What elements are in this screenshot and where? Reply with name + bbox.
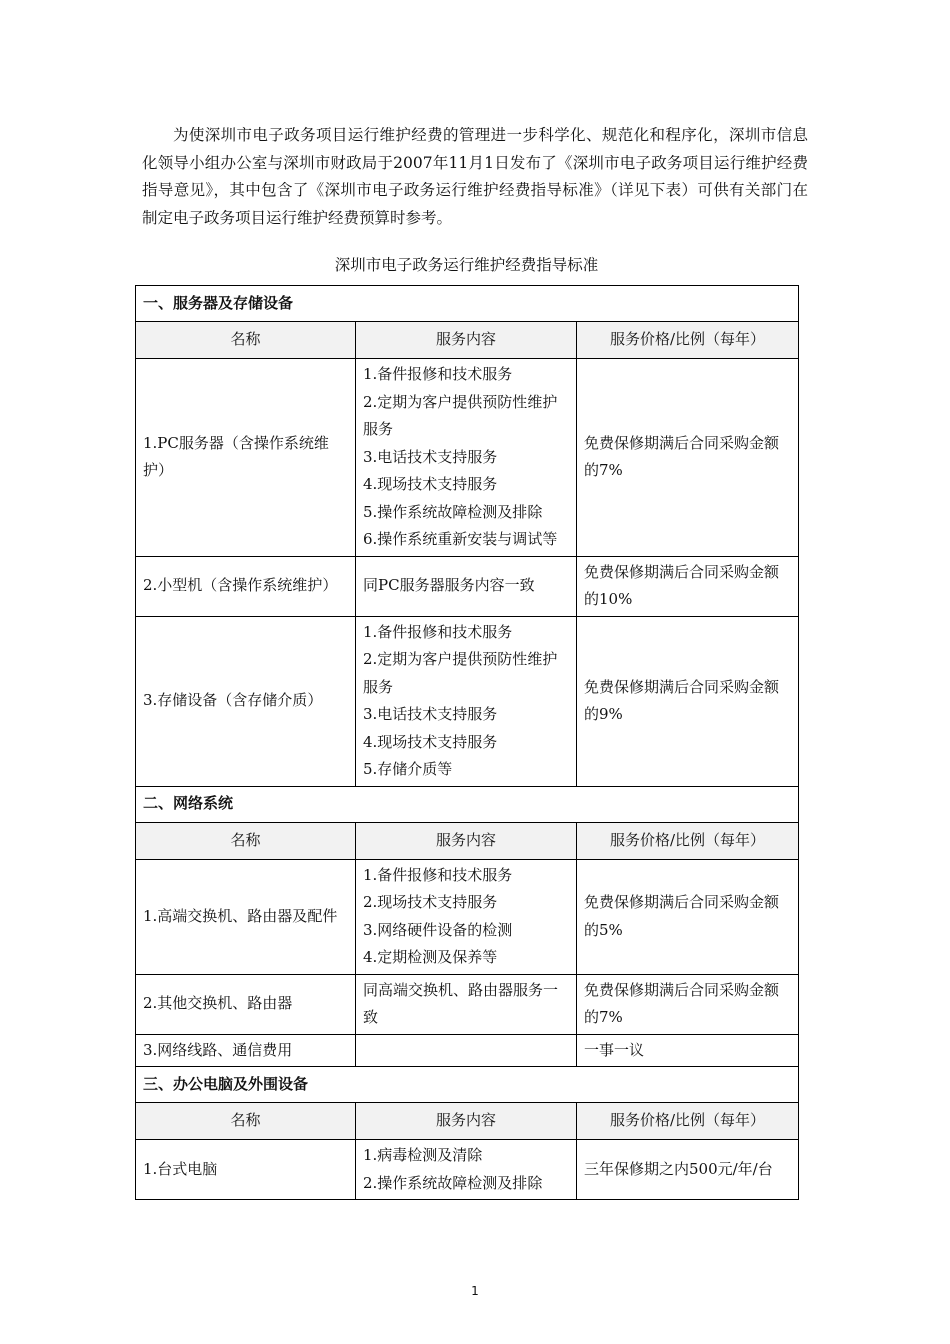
service-line: 4.现场技术支持服务 — [363, 732, 498, 751]
service-price: 免费保修期满后合同采购金额的5% — [577, 859, 799, 974]
table-caption: 深圳市电子政务运行维护经费指导标准 — [334, 256, 599, 274]
column-header-row — [136, 1103, 799, 1140]
column-header-price: 服务价格/比例（每年） — [577, 822, 799, 859]
item-name: 1.台式电脑 — [136, 1140, 356, 1200]
item-name: 2.其他交换机、路由器 — [136, 974, 356, 1034]
service-price: 三年保修期之内500元/年/台 — [577, 1140, 799, 1200]
column-header-name: 名称 — [136, 1103, 356, 1140]
section-row — [136, 1067, 799, 1103]
table-row — [136, 556, 799, 616]
table-row — [136, 1140, 799, 1200]
section-row — [136, 286, 799, 322]
service-line: 3.网络硬件设备的检测 — [363, 920, 513, 939]
service-line: 同PC服务器服务内容一致 — [363, 576, 535, 595]
item-name: 3.存储设备（含存储介质） — [136, 616, 356, 786]
service-content — [356, 556, 577, 616]
service-line: 5.存储介质等 — [363, 760, 453, 778]
item-name: 1.PC服务器（含操作系统维护） — [136, 359, 356, 557]
column-header-name: 名称 — [136, 322, 356, 359]
service-price: 一事一议 — [577, 1034, 799, 1067]
service-line: 1.病毒检测及清除 — [363, 1146, 483, 1164]
section-row — [136, 786, 799, 822]
service-line: 3.电话技术支持服务 — [363, 705, 498, 723]
intro-paragraph: 为使深圳市电子政务项目运行维护经费的管理进一步科学化、规范化和程序化，深圳市信息化领导小组办公室与深圳市财政局于2007年11月1日发布了《深圳市电子政务项目运行维护经费指导意见》，其中包含了《深圳市电子政务运行维护经费指导标准》（详见下表）可供有关部门在制定电子政务项目运行维护经费预算时参考。 — [142, 126, 808, 227]
column-header-row — [136, 822, 799, 859]
table-row — [136, 974, 799, 1034]
page-number: 1 — [471, 1284, 479, 1298]
column-header-row — [136, 322, 799, 359]
item-name: 3.网络线路、通信费用 — [136, 1034, 356, 1067]
column-header-content: 服务内容 — [356, 322, 577, 359]
service-content — [356, 359, 577, 557]
service-line: 1.备件报修和技术服务 — [363, 365, 513, 383]
service-content — [356, 616, 577, 786]
service-line: 1.备件报修和技术服务 — [363, 622, 513, 641]
service-line: 同高端交换机、路由器服务一致 — [363, 980, 559, 1026]
service-price: 免费保修期满后合同采购金额的9% — [577, 616, 799, 786]
service-line: 2.现场技术支持服务 — [363, 893, 498, 911]
service-content — [356, 1034, 577, 1067]
service-line: 3.电话技术支持服务 — [363, 447, 498, 466]
service-line: 2.定期为客户提供预防性维护服务 — [363, 392, 558, 438]
column-header-price: 服务价格/比例（每年） — [577, 1103, 799, 1140]
item-name: 1.高端交换机、路由器及配件 — [136, 859, 356, 974]
section-title: 一、服务器及存储设备 — [136, 286, 799, 322]
service-price: 免费保修期满后合同采购金额的7% — [577, 359, 799, 557]
service-line: 6.操作系统重新安装与调试等 — [363, 530, 558, 548]
table-row — [136, 1034, 799, 1067]
section-title: 三、办公电脑及外围设备 — [136, 1067, 799, 1103]
column-header-price: 服务价格/比例（每年） — [577, 322, 799, 359]
section-title: 二、网络系统 — [136, 786, 799, 822]
table-row — [136, 859, 799, 974]
service-line: 1.备件报修和技术服务 — [363, 865, 513, 884]
service-line: 5.操作系统故障检测及排除 — [363, 502, 543, 521]
service-price: 免费保修期满后合同采购金额的7% — [577, 974, 799, 1034]
column-header-content: 服务内容 — [356, 1103, 577, 1140]
service-content — [356, 1140, 577, 1200]
service-content — [356, 859, 577, 974]
service-line: 4.定期检测及保养等 — [363, 948, 498, 966]
table-row — [136, 359, 799, 557]
column-header-content: 服务内容 — [356, 822, 577, 859]
service-line: 2.定期为客户提供预防性维护服务 — [363, 650, 558, 696]
item-name: 2.小型机（含操作系统维护） — [136, 556, 356, 616]
table-row — [136, 616, 799, 786]
column-header-name: 名称 — [136, 822, 356, 859]
maintenance-fee-table — [135, 285, 799, 1200]
service-line: 2.操作系统故障检测及排除 — [363, 1173, 543, 1192]
service-content — [356, 974, 577, 1034]
service-line: 4.现场技术支持服务 — [363, 475, 498, 493]
service-price: 免费保修期满后合同采购金额的10% — [577, 556, 799, 616]
